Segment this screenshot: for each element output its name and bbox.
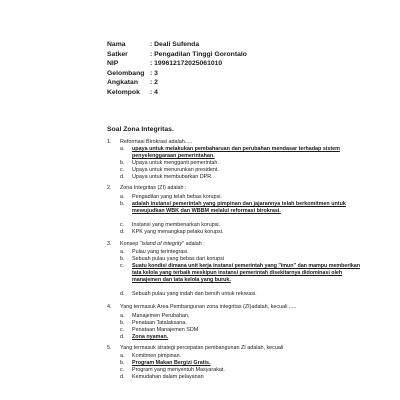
question-text: Reformasi Birokrasi adalah..... (120, 139, 193, 145)
option-text: Pulau yang terintegrasi. (132, 249, 189, 255)
question-number: 5. (107, 345, 112, 351)
nama-label: Nama (107, 41, 126, 48)
option-letter: b. (120, 201, 125, 207)
question-text-suffix: " adalah : (182, 241, 205, 247)
nama-value: : Deali Sufenda (150, 41, 200, 48)
option-text: Komitmen pimpinan. (132, 353, 182, 359)
question-text-prefix: Konsep " (120, 241, 142, 247)
option-letter: a. (120, 353, 125, 359)
option-letter: d. (120, 334, 125, 340)
question-text: Zona Integritas (ZI) adalah : (120, 185, 187, 191)
option-letter: a. (120, 313, 125, 319)
question-text: Yang termasuk Area Pembangunan zona integritas (ZI)adalah, kecuali ..... (120, 304, 297, 310)
option-letter: b. (120, 320, 125, 326)
angkatan-value: : 2 (150, 79, 158, 86)
option-text: Upaya untuk membubarkan DPR. (132, 174, 213, 180)
correct-answer: Suatu kondisi dimana unit kerja instansi pemerintah yang "imun" dan mampu memberikan tata kelola yang terbaik meskipun instansi pemerintah disekitarnya didominasi oleh manajemen dan tata kelola yang buruk. (132, 263, 360, 283)
option-letter: b. (120, 360, 125, 366)
option-letter: d. (120, 291, 125, 297)
option-letter: a. (120, 146, 125, 152)
gelombang-value: : 3 (150, 69, 158, 77)
correct-answer: adalah instansi pemerintah yang pimpinan dan jajarannya telah berkomitmen untuk mewujudkan WBK dan WBBM melalui reformasi birokrasi. (132, 201, 346, 214)
option-letter: c. (120, 367, 125, 373)
question-number: 2. (107, 185, 112, 191)
option-letter: c. (120, 222, 125, 228)
question-number: 4. (107, 304, 112, 310)
option-letter: c. (120, 327, 125, 333)
option-letter: c. (120, 167, 125, 173)
question-text-italic: island of integrity (141, 241, 183, 247)
option-letter: b. (120, 256, 125, 262)
option-text: Sebuah pulau yang bebas dari korupsi (132, 256, 225, 262)
option-letter: d. (120, 374, 125, 380)
option-text: Kemudahan dalam pelayanan (132, 374, 204, 380)
question-number: 3. (107, 241, 112, 247)
option-text: KPK yang menangkap pelaku korupsi. (132, 229, 224, 235)
option-letter: b. (120, 160, 125, 166)
correct-answer: upaya untuk melakukan pembaharuan dan perubahan mendasar terhadap sistem penyelenggaraan pemerintahan. (132, 146, 340, 159)
nip-value: : 199612172025061010 (150, 60, 223, 67)
option-text: Upaya untuk menurunkan president. (132, 167, 219, 173)
option-text: Upaya untuk mengganti pemerintah. (132, 160, 219, 166)
option-text: Program yang menyentuh Masyarakat. (132, 367, 225, 373)
satker-value: : Pengadilan Tinggi Gorontalo (150, 50, 247, 58)
option-text: Sebuah pulau yang indah dan bersih untuk rekreasi. (132, 291, 257, 297)
nip-label: NIP (107, 60, 119, 67)
question-text (120, 241, 205, 248)
option-text: Instansi yang membenarkan korupsi. (132, 222, 221, 228)
option-text: Penataan Manajemen SDM (132, 327, 199, 333)
option-text: Manajemen Perubahan, (132, 313, 190, 319)
question-number: 1. (107, 139, 112, 145)
option-text: Penataan Tatalaksana, (132, 320, 187, 326)
option-letter: a. (120, 249, 125, 255)
gelombang-label: Gelombang (107, 69, 145, 77)
question-text: Yang termasuk strategi percepatan pembangunan ZI adalah, kecuali (120, 345, 284, 351)
option-text: Pengadilan yang telah bebas korupsi. (132, 194, 222, 200)
angkatan-label: Angkatan (107, 79, 138, 86)
correct-answer: Program Makan Bergizi Gratis. (132, 360, 211, 366)
option-letter: c. (120, 263, 125, 269)
satker-label: Satker (107, 50, 128, 58)
option-letter: d. (120, 174, 125, 180)
section-title: Soal Zona Integritas. (107, 126, 174, 133)
kelompok-value: : 4 (150, 88, 158, 96)
kelompok-label: Kelompok (107, 88, 140, 96)
option-letter: a. (120, 194, 125, 200)
correct-answer: Zona nyaman. (132, 334, 169, 340)
option-letter: d. (120, 229, 125, 235)
